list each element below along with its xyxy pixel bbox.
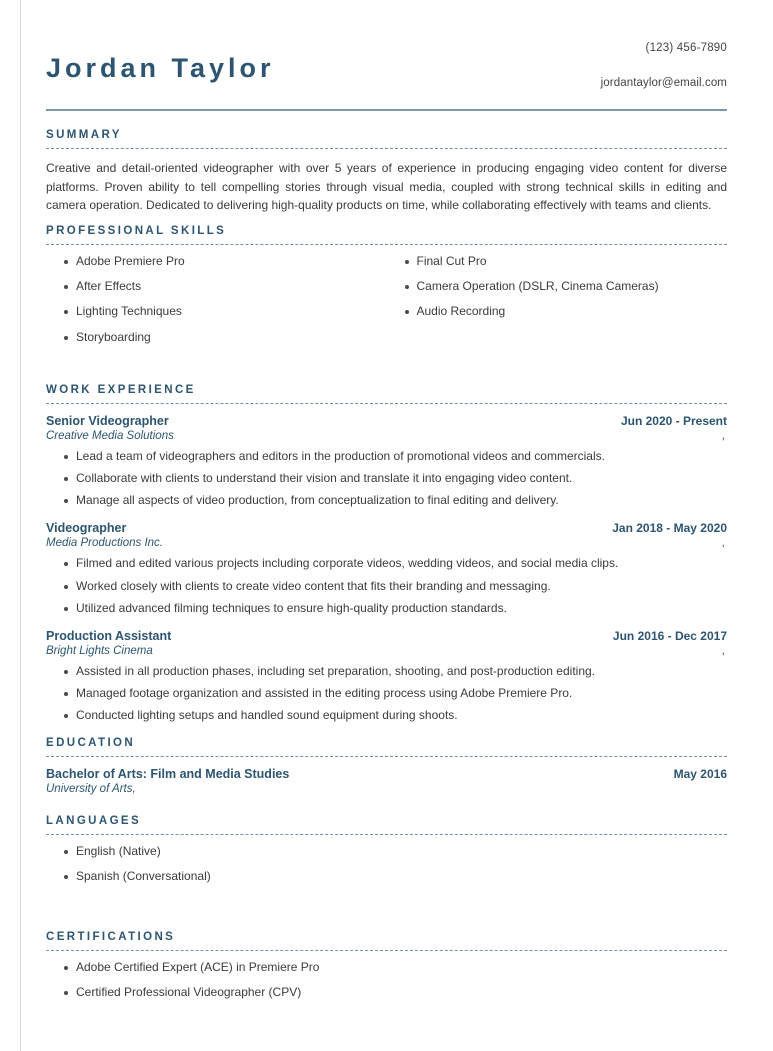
experience-header bbox=[46, 414, 727, 428]
list-item: Final Cut Pro bbox=[405, 255, 728, 268]
contact-phone[interactable]: (123) 456-7890 bbox=[645, 42, 727, 54]
section-divider-certifications bbox=[46, 950, 727, 951]
list-item: Conducted lighting setups and handled sound equipment during shoots. bbox=[64, 709, 727, 722]
contact-email[interactable]: jordantaylor@email.com bbox=[600, 76, 727, 89]
section-title-languages: LANGUAGES bbox=[46, 814, 142, 827]
section-title-summary: SUMMARY bbox=[46, 129, 122, 142]
list-item: Filmed and edited various projects including corporate videos, wedding videos, and social media clips. bbox=[64, 557, 727, 570]
list-item: Audio Recording bbox=[405, 305, 728, 318]
spacer bbox=[46, 360, 727, 374]
spacer bbox=[46, 799, 727, 805]
spacer bbox=[46, 895, 727, 921]
list-item: Storyboarding bbox=[64, 331, 387, 344]
experience-subheader bbox=[46, 643, 727, 657]
section-experience bbox=[46, 384, 727, 723]
job-bullets bbox=[46, 557, 727, 615]
education-date: May 2016 bbox=[673, 766, 727, 781]
job-company: Media Productions Inc. bbox=[46, 537, 163, 550]
job-company-comma: , bbox=[721, 644, 725, 657]
resume-header bbox=[46, 36, 727, 105]
job-title: Production Assistant bbox=[46, 628, 172, 643]
list-item: Lead a team of videographers and editors in the production of promotional videos and commercials. bbox=[64, 450, 727, 463]
list-item: Adobe Premiere Pro bbox=[64, 255, 387, 268]
job-title: Senior Videographer bbox=[46, 413, 169, 428]
experience-subheader bbox=[46, 428, 727, 442]
skills-column-right bbox=[387, 255, 728, 356]
list-item: English (Native) bbox=[64, 845, 727, 858]
list-item: Certified Professional Videographer (CPV) bbox=[64, 986, 727, 999]
section-divider-summary bbox=[46, 148, 727, 149]
section-divider-languages bbox=[46, 834, 727, 835]
section-certifications bbox=[46, 931, 727, 999]
section-languages bbox=[46, 815, 727, 883]
experience-entry bbox=[46, 521, 727, 615]
job-bullets bbox=[46, 665, 727, 723]
section-title-education: EDUCATION bbox=[46, 736, 136, 749]
section-summary bbox=[46, 129, 727, 215]
job-company-comma: , bbox=[721, 537, 725, 550]
summary-text: Creative and detail-oriented videographer with over 5 years of experience in producing engaging video content for diverse platforms. Proven ability to tell compelling stories through visual media, coupled with strong technical skills in editing and camera operation. Dedicated to delivering high-quality products on time, while collaborating effectively with teams and clients. bbox=[46, 161, 727, 213]
list-item: Assisted in all production phases, including set preparation, shooting, and post-production editing. bbox=[64, 665, 727, 678]
skills-list-right bbox=[387, 255, 728, 319]
list-item: Managed footage organization and assisted in the editing process using Adobe Premiere Pro. bbox=[64, 687, 727, 700]
education-degree: Bachelor of Arts: Film and Media Studies bbox=[46, 766, 290, 781]
job-bullets bbox=[46, 450, 727, 508]
section-divider-skills bbox=[46, 244, 727, 245]
experience-entry bbox=[46, 629, 727, 723]
experience-header bbox=[46, 521, 727, 535]
contact-block bbox=[601, 36, 727, 89]
section-title-certifications: CERTIFICATIONS bbox=[46, 930, 176, 943]
section-skills bbox=[46, 225, 727, 356]
job-company-comma: , bbox=[721, 429, 725, 442]
list-item: Spanish (Conversational) bbox=[64, 870, 727, 883]
list-item: Adobe Certified Expert (ACE) in Premiere Pro bbox=[64, 961, 727, 974]
section-divider-experience bbox=[46, 403, 727, 404]
section-education bbox=[46, 737, 727, 795]
skills-list-left bbox=[46, 255, 387, 344]
experience-entry bbox=[46, 414, 727, 508]
languages-list bbox=[46, 845, 727, 883]
job-company: Creative Media Solutions bbox=[46, 429, 174, 442]
job-dates: Jun 2016 - Dec 2017 bbox=[612, 628, 727, 643]
list-item: After Effects bbox=[64, 280, 387, 293]
header-divider bbox=[46, 109, 727, 111]
section-title-skills: PROFESSIONAL SKILLS bbox=[46, 225, 227, 238]
job-company: Bright Lights Cinema bbox=[46, 644, 153, 657]
list-item: Utilized advanced filming techniques to ensure high-quality production standards. bbox=[64, 602, 727, 615]
job-title: Videographer bbox=[46, 521, 127, 536]
list-item: Worked closely with clients to create video content that fits their branding and messaging. bbox=[64, 580, 727, 593]
skills-columns bbox=[46, 255, 727, 356]
certifications-list bbox=[46, 961, 727, 999]
list-item: Lighting Techniques bbox=[64, 305, 387, 318]
section-divider-education bbox=[46, 756, 727, 757]
education-school: University of Arts, bbox=[46, 782, 136, 795]
job-dates: Jan 2018 - May 2020 bbox=[612, 521, 727, 536]
list-item: Camera Operation (DSLR, Cinema Cameras) bbox=[405, 280, 728, 293]
job-dates: Jun 2020 - Present bbox=[620, 413, 727, 428]
skills-column-left bbox=[46, 255, 387, 356]
page-left-rule bbox=[20, 0, 21, 1051]
list-item: Manage all aspects of video production, from conceptualization to final editing and delivery. bbox=[64, 494, 727, 507]
list-item: Collaborate with clients to understand their vision and translate it into engaging video content. bbox=[64, 472, 727, 485]
experience-header bbox=[46, 629, 727, 643]
candidate-name: Jordan Taylor bbox=[46, 53, 275, 83]
section-title-experience: WORK EXPERIENCE bbox=[46, 383, 196, 396]
experience-subheader bbox=[46, 535, 727, 549]
education-header bbox=[46, 767, 727, 781]
